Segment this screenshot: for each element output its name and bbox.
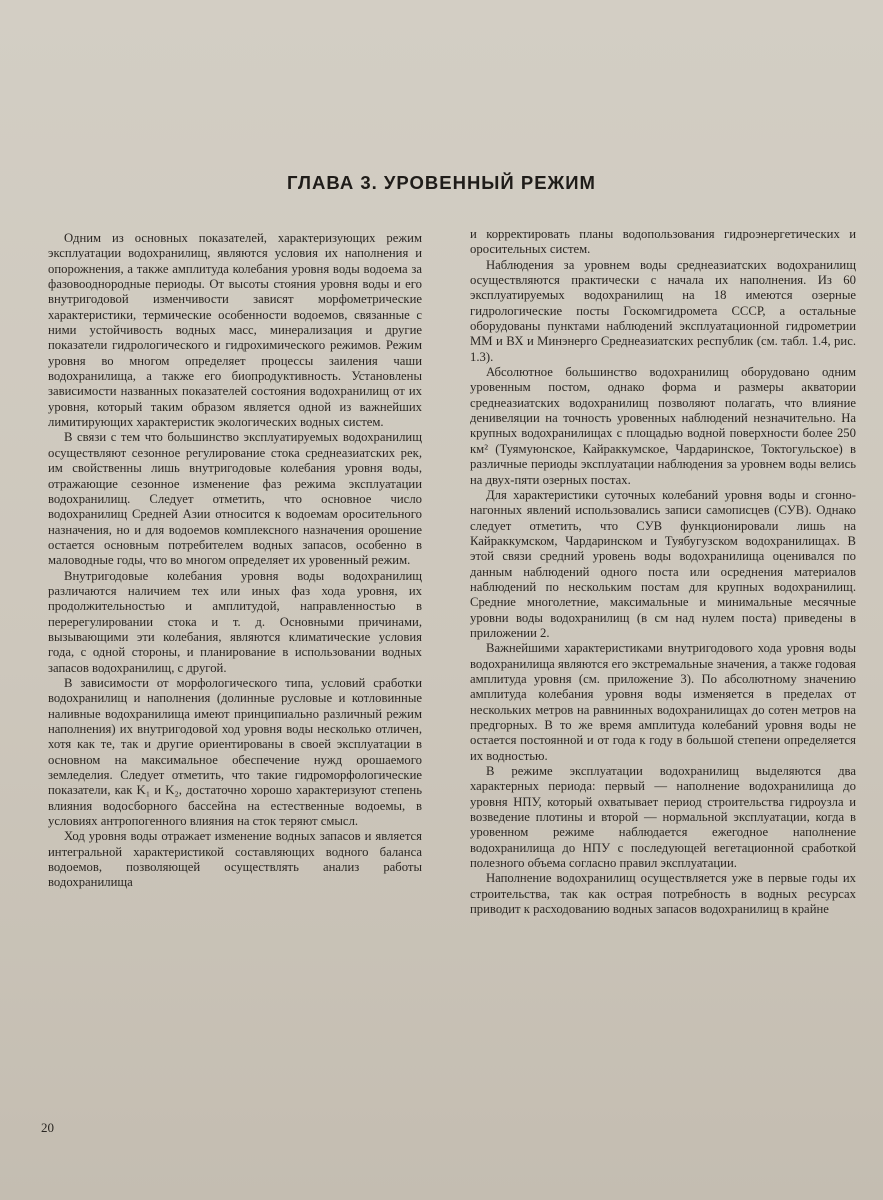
paragraph: Внутригодовые колебания уровня воды водохранилищ различаются наличием тех или иных фаз хода уровня, их продолжительностью и амплитудой, направленностью в перерегулировании стока и т. д. Основными причинами, вызывающими эти колебания, являются климатические условия года, с одной стороны, и планирование в использовании водных запасов водохранилищ, с другой. xyxy=(48,568,422,675)
paragraph: В связи с тем что большинство эксплуатируемых водохранилищ осуществляют сезонное регулирование стока среднеазиатских рек, им свойственны лишь внутригодовые колебания уровня воды, отражающие сезонное изменение фаз режима эксплуатации водохранилищ. Следует отметить, что основное число водохранилищ Средней Азии относится к водоемам оросительного назначения, но и для водоемов комплексного назначения орошение остается основным потребителем водных запасов, особенно в маловодные годы, что во многом определяет их уровенный режим. xyxy=(48,430,422,568)
right-column xyxy=(470,227,856,917)
paragraph: Одним из основных показателей, характеризующих режим эксплуатации водохранилищ, являются условия их наполнения и опорожнения, а также амплитуда колебания уровня воды водоема за фазовооднородные периоды. От высоты стояния уровня воды и его внутригодовой изменчивости зависят морфометрические характеристики, термические особенности водоемов, связанные с ними устойчивость водных масс, минерализация и другие показатели гидрологического и гидрохимического режимов. Режим уровня во многом определяет процессы заиления чаши водохранилища, а также его биопродуктивность. Установлены зависимости названных показателей состояния водохранилищ от их уровня, который таким образом является одной из важнейших лимитирующих характеристик экологических водных систем. xyxy=(48,231,422,430)
paragraph-continuation: и корректировать планы водопользования гидроэнергетических и оросительных систем. xyxy=(470,227,856,257)
paragraph: В зависимости от морфологического типа, условий сработки водохранилищ и наполнения (долинные русловые и котловинные наливные водохранилища имеют принципиально различный режим наполнения) их внутригодовой ход уровня воды несколько отличен, хотя как те, так и другие ориентированы в своей эксплуатации в основном на максимальное обеспечение нужд орошаемого земледелия. Следует отметить, что такие гидроморфологические показатели, как K₁ и K₂, достаточно хорошо характеризуют степень влияния водосборного бассейна на естественные водоемы, в условиях антропогенного влияния на сток теряют смысл. xyxy=(48,675,422,829)
paragraph: Наблюдения за уровнем воды среднеазиатских водохранилищ осуществляются практически с начала их наполнения. Из 60 эксплуатируемых водохранилищ на 18 имеются озерные гидрологические посты Госкомгидромета СССР, а остальные оборудованы пунктами наблюдений эксплуатационной гидрометрии ММ и ВХ и Минэнерго Среднеазиатских республик (см. табл. 1.4, рис. 1.3). xyxy=(470,257,856,364)
left-column xyxy=(48,231,422,891)
paragraph: Абсолютное большинство водохранилищ оборудовано одним уровенным постом, однако форма и размеры акватории среднеазиатских водохранилищ позволяют полагать, что влияние денивеляции на точность уровенных наблюдений незначительно. На крупных водохранилищах с площадью водной поверхности более 250 км² (Туямуюнское, Кайраккумское, Чардаринское, Токтогульское) в различные периоды эксплуатации наблюдения за уровнем воды велись на двух-пяти озерных постах. xyxy=(470,365,856,487)
chapter-title: ГЛАВА 3. УРОВЕННЫЙ РЕЖИМ xyxy=(287,172,596,193)
paragraph: Наполнение водохранилищ осуществляется уже в первые годы их строительства, так как острая потребность в водных ресурсах приводит к расходованию водных запасов водохранилищ в крайне xyxy=(470,871,856,917)
paragraph: Ход уровня воды отражает изменение водных запасов и является интегральной характеристикой составляющих водного баланса водоемов, позволяющей осуществлять анализ работы водохранилища xyxy=(48,829,422,890)
paragraph: Важнейшими характеристиками внутригодового хода уровня воды водохранилища являются его экстремальные значения, а также годовая амплитуда уровня (см. приложение 3). По абсолютному значению амплитуда колебания уровня воды изменяется в пределах от нескольких метров на равнинных водохранилищах до сотен метров на предгорных. В то же время амплитуда колебаний уровня воды не остается постоянной и от года к году в большой степени определяется их водностью. xyxy=(470,641,856,763)
paragraph: В режиме эксплуатации водохранилищ выделяются два характерных периода: первый — наполнение водохранилища до уровня НПУ, который охватывает период строительства гидроузла и возведение плотины и второй — нормальной эксплуатации, когда в уровенном режиме наблюдается ежегодное наполнение водохранилища до НПУ с последующей вегетационной сработкой полезного объема согласно правил эксплуатации. xyxy=(470,764,856,871)
paragraph: Для характеристики суточных колебаний уровня воды и сгонно-нагонных явлений использовались записи самописцев (СУВ). Однако следует отметить, что СУВ функционировали лишь на Кайраккумском, Чардаринском и Туябугузском водохранилищах. В этой связи средний уровень воды водохранилища оценивался по данным наблюдений одного поста или осреднения материалов наблюдений по нескольким постам для крупных водохранилищ. Средние многолетние, максимальные и минимальные месячные уровни воды водохранилищ (в см над нулем поста) приведены в приложении 2. xyxy=(470,487,856,640)
page-number: 20 xyxy=(41,1120,54,1135)
